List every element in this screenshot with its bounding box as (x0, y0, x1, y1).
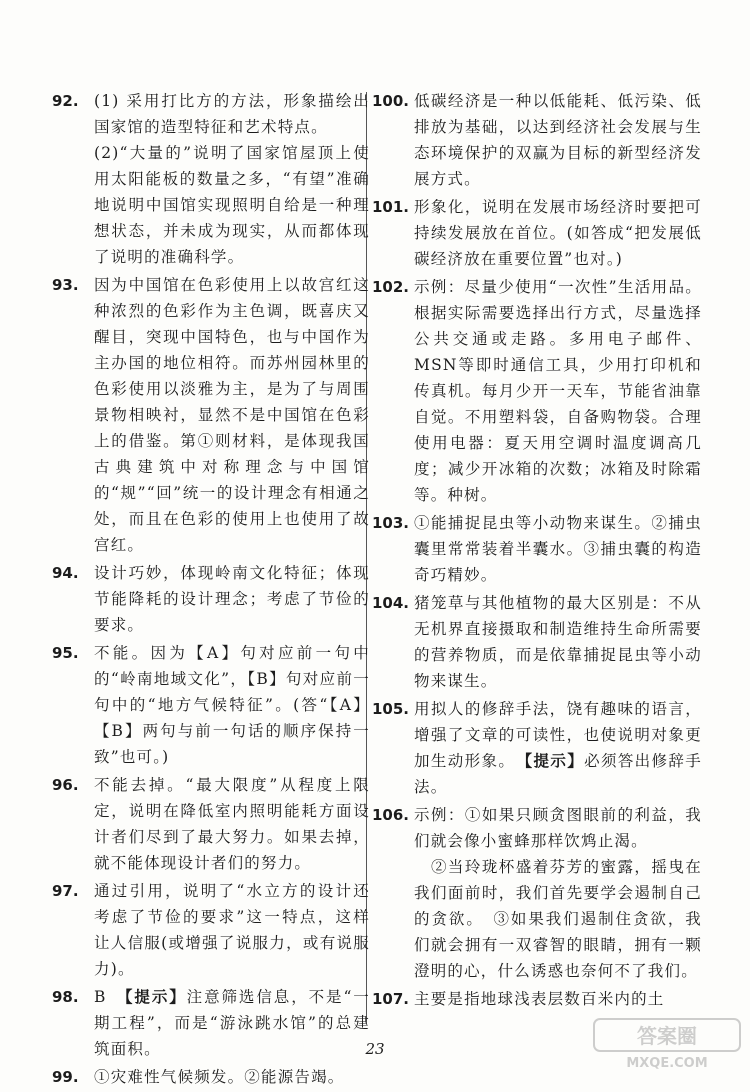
answer-text: (1) 采用打比方的方法，形象描绘出国家馆的造型特征和艺术特点。 (94, 92, 370, 136)
watermark-subtext: MXQE.COM (626, 1056, 708, 1071)
answer-text: ②当玲珑杯盛着芬芳的蜜露，摇曳在我们面前时，我们首先要学会遏制自己的贪欲。 ③如果我们遏制住贪欲，我们就会拥有一双睿智的眼睛，拥有一颗澄明的心，什么诱惑也奈何不了我们。 (414, 858, 702, 980)
answer-lead: 用拟人的修辞手法，饶有趣味的语言，增强了文章的可读性，也使说明对象更加生动形象。 (414, 700, 702, 770)
answer-number: 98. (52, 988, 79, 1006)
answer-text: 主要是指地球浅表层数百米内的土 (414, 990, 665, 1008)
answer-item (52, 1064, 370, 1090)
answer-number: 101. (372, 198, 410, 216)
answer-text: 猪笼草与其他植物的最大区别是：不从无机界直接摄取和制造维持生命所需要的营养物质，而是依靠捕捉昆虫等小动物来谋生。 (414, 594, 702, 690)
answer-text: 不能。因为【A】句对应前一句中的“岭南地域文化”，【B】句对应前一句中的“地方气候特征”。(答“【A】【B】两句与前一句话的顺序保持一致”也可。) (94, 644, 370, 766)
answer-text: ①能捕捉昆虫等小动物来谋生。②捕虫囊里常常装着半囊水。③捕虫囊的构造奇巧精妙。 (414, 514, 702, 584)
answer-number: 95. (52, 644, 79, 662)
answer-text: ①灾难性气候频发。②能源告竭。 (94, 1068, 345, 1086)
answer-item (372, 802, 702, 984)
answer-item (372, 696, 702, 800)
answer-text (414, 696, 702, 800)
answer-number: 100. (372, 92, 410, 110)
watermark-logo (592, 1017, 742, 1071)
answer-item (372, 986, 702, 1012)
answer-item (372, 194, 702, 272)
answer-text: 通过引用，说明了“水立方的设计还考虑了节俭的要求”这一特点，这样让人信服(或增强了说服力，或有说服力)。 (94, 882, 370, 978)
answer-item (52, 640, 370, 770)
answer-item (52, 878, 370, 982)
answer-number: 93. (52, 276, 79, 294)
answer-text: 不能去掉。“最大限度”从程度上限定，说明在降低室内照明能耗方面设计者们尽到了最大努力。如果去掉，就不能体现设计者们的努力。 (94, 776, 370, 872)
answer-item (52, 560, 370, 638)
answer-number: 102. (372, 278, 410, 296)
answer-item (372, 590, 702, 694)
answer-number: 97. (52, 882, 79, 900)
answer-text: 低碳经济是一种以低能耗、低污染、低排放为基础，以达到经济社会发展与生态环境保护的双赢为目标的新型经济发展方式。 (414, 92, 702, 188)
left-column (52, 88, 370, 1092)
answer-number: 105. (372, 700, 410, 718)
hint-text: 注意筛选信息，不是“一期工程”，而是“游泳跳水馆”的总建筑面积。 (94, 988, 370, 1058)
answer-lead: B (94, 988, 125, 1006)
right-column (372, 88, 702, 1014)
page-number: 23 (365, 1040, 385, 1058)
hint-label: 【提示】 (524, 751, 585, 770)
hint-text: 必须答出修辞手法。 (414, 752, 702, 796)
answer-number: 106. (372, 806, 410, 824)
answer-text: 形象化，说明在发展市场经济时要把可持续发展放在首位。(如答成“把发展低碳经济放在重要位置”也对。) (414, 198, 702, 268)
answer-item (52, 272, 370, 558)
answer-number: 107. (372, 990, 410, 1008)
answer-text: 因为中国馆在色彩使用上以故宫红这种浓烈的色彩作为主色调，既喜庆又醒目，突现中国特色，也与中国作为主办国的地位相符。而苏州园林里的色彩使用以淡雅为主，是为了与周围景物相映衬，显然不是中国馆在色彩上的借鉴。第①则材料，是体现我国古典建筑中对称理念与中国馆的“规”“回”统一的设计理念有相通之处，而且在色彩的使用上也使用了故宫红。 (94, 276, 370, 554)
answer-text: 设计巧妙，体现岭南文化特征；体现节能降耗的设计理念；考虑了节俭的要求。 (94, 564, 370, 634)
answer-number: 96. (52, 776, 79, 794)
answer-number: 99. (52, 1068, 79, 1086)
watermark-text: 答案圈 (637, 1024, 697, 1048)
answer-text: 示例：①如果只顾贪图眼前的利益，我们就会像小蜜蜂那样饮鸩止渴。 (414, 806, 702, 850)
answer-item (372, 274, 702, 508)
hint-label: 【提示】 (124, 987, 187, 1006)
answer-item (372, 510, 702, 588)
answer-item (372, 88, 702, 192)
answer-item (52, 88, 370, 270)
answer-number: 103. (372, 514, 410, 532)
answer-text: 示例：尽量少使用“一次性”生活用品。根据实际需要选择出行方式，尽量选择公共交通或走路。多用电子邮件、MSN等即时通信工具，少用打印机和传真机。每月少开一天车，节能省油靠自觉。不用塑料袋，自备购物袋。合理使用电器：夏天用空调时温度调高几度；减少开冰箱的次数；冰箱及时除霜等。种树。 (414, 278, 702, 504)
answer-number: 92. (52, 92, 79, 110)
answer-text: (2)“大量的”说明了国家馆屋顶上使用太阳能板的数量之多，“有望”准确地说明中国馆实现照明自给是一种理想状态，并未成为现实，从而都体现了说明的准确科学。 (94, 144, 370, 266)
answer-number: 104. (372, 594, 410, 612)
answer-number: 94. (52, 564, 79, 582)
answer-item (52, 772, 370, 876)
